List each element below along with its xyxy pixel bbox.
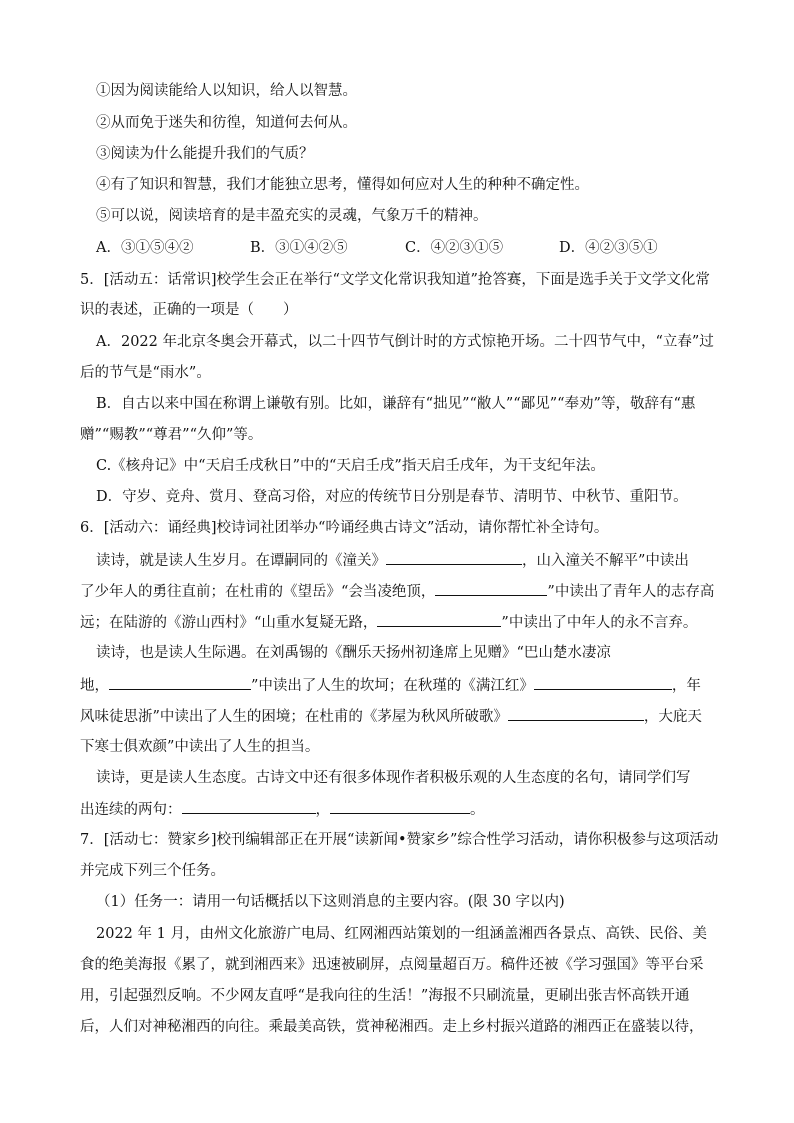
q6-text: ，大庇天	[643, 709, 702, 725]
q6-text: ，年	[671, 678, 701, 694]
q4-options	[96, 238, 658, 258]
q5-option-a-line-1[interactable]: A．2022 年北京冬奥会开幕式，以二十四节气倒计时的方式惊艳开场。二十四节气中，“立春”过	[96, 334, 714, 350]
q5-stem-line-1: 5．[活动五：话常识]校学生会正在举行“文学文化常识我知道”抢答赛，下面是选手关于文学文化常	[80, 272, 710, 288]
news-line-1: 2022 年 1 月，由州文化旅游广电局、红网湘西站策划的一组涵盖湘西各景点、高铁、民俗、美	[96, 926, 707, 942]
q7-stem-line-2: 并完成下列三个任务。	[80, 863, 225, 879]
q5-option-d[interactable]: D．守岁、竞舟、赏月、登高习俗，对应的传统节日分别是春节、清明节、中秋节、重阳节。	[96, 489, 688, 505]
answer-blank-1[interactable]	[386, 550, 522, 565]
q6-para-2-line-3	[80, 706, 702, 726]
q6-text: 读诗，就是读人生岁月。在谭嗣同的《潼关》	[96, 553, 386, 569]
q7-task-1: （1）任务一：请用一句话概括以下这则消息的主要内容。(限 30 字以内)	[96, 894, 565, 910]
sentence-5: ⑤可以说，阅读培育的是丰盈充实的灵魂，气象万千的精神。	[96, 208, 488, 224]
q6-text: 风味徒思浙”中读出了人生的困境；在杜甫的《茅屋为秋风所破歌》	[80, 709, 508, 725]
q4-option-b[interactable]: B．③①④②⑤	[250, 240, 348, 256]
q6-para-3-line-2	[80, 799, 485, 819]
q6-stem: 6．[活动六：诵经典]校诗词社团举办“吟诵经典古诗文”活动，请你帮忙补全诗句。	[80, 520, 609, 536]
q5-option-b-line-2: 赠”“赐教”“尊君”“久仰”等。	[80, 427, 263, 443]
q6-text: 。	[470, 802, 485, 818]
sentence-4: ④有了知识和智慧，我们才能独立思考，懂得如何应对人生的种种不确定性。	[96, 177, 589, 193]
q6-para-2-line-2	[80, 675, 701, 695]
sentence-2: ②从而免于迷失和彷徨，知道何去何从。	[96, 115, 357, 131]
q6-text: ”中读出了青年人的志存高	[547, 584, 715, 600]
answer-blank-6[interactable]	[508, 706, 644, 721]
answer-blank-4[interactable]	[109, 675, 251, 690]
q6-para-1-line-2	[80, 581, 714, 601]
q6-text: 了少年人的勇往直前；在杜甫的《望岳》“会当凌绝顶，	[80, 584, 436, 600]
q5-option-a-line-2: 后的节气是“雨水”。	[80, 365, 211, 381]
answer-blank-3[interactable]	[377, 612, 501, 627]
sentence-3: ③阅读为什么能提升我们的气质？	[96, 146, 314, 162]
q6-para-1-line-3	[80, 612, 697, 632]
answer-blank-7[interactable]	[182, 799, 316, 814]
q4-option-d[interactable]: D．④②③⑤①	[559, 240, 658, 256]
q6-para-1-line-1	[96, 550, 689, 570]
answer-blank-5[interactable]	[534, 675, 672, 690]
q6-para-2-line-1: 读诗，也是读人生际遇。在刘禹锡的《酬乐天扬州初逢席上见赠》“巴山楚水凄凉	[96, 645, 611, 661]
q5-option-b-line-1[interactable]: B．自古以来中国在称谓上谦敬有别。比如，谦辞有“拙见”“敝人”“鄙见”“奉劝”等，敬辞有“惠	[96, 396, 696, 412]
q5-option-c[interactable]: C.《核舟记》中“天启壬戌秋日”中的“天启壬戌”指天启壬戌年，为干支纪年法。	[96, 458, 605, 474]
answer-blank-8[interactable]	[330, 799, 470, 814]
q6-text: ，	[315, 802, 330, 818]
q6-para-2-line-4: 下寒士俱欢颜”中读出了人生的担当。	[80, 739, 320, 755]
q7-stem-line-1: 7．[活动七：赞家乡]校刊编辑部正在开展“读新闻•赞家乡”综合性学习活动，请你积极参与这项活动	[80, 832, 719, 848]
q6-text: 出连续的两句：	[80, 802, 182, 818]
q6-text: ”中读出了中年人的永不言弃。	[501, 615, 698, 631]
q4-option-a[interactable]: A．③①⑤④②	[96, 240, 194, 256]
news-line-2: 食的绝美海报《累了，就到湘西来》迅速被刷屏，点阅量超百万。稿件还被《学习强国》等平台采	[80, 957, 704, 973]
news-line-3: 用，引起强烈反响。不少网友直呼“是我向往的生活！”海报不只刷流量，更刷出张吉怀高铁开通	[80, 988, 690, 1004]
q5-stem-line-2: 识的表述，正确的一项是（ ）	[80, 302, 298, 318]
sentence-1: ①因为阅读能给人以知识，给人以智慧。	[96, 83, 357, 99]
q6-text: 远；在陆游的《游山西村》“山重水复疑无路，	[80, 615, 378, 631]
q6-text: ”中读出了人生的坎坷；在秋瑾的《满江红》	[251, 678, 534, 694]
news-line-4: 后，人们对神秘湘西的向往。乘最美高铁，赏神秘湘西。走上乡村振兴道路的湘西正在盛装以待，	[80, 1019, 704, 1035]
q6-text: 地，	[80, 678, 109, 694]
q4-option-c[interactable]: C．④②③①⑤	[405, 240, 504, 256]
answer-blank-2[interactable]	[435, 581, 547, 596]
q6-para-3-line-1: 读诗，更是读人生态度。古诗文中还有很多体现作者积极乐观的人生态度的名句，请同学们写	[96, 770, 691, 786]
q6-text: ，山入潼关不解平”中读出	[522, 553, 689, 569]
